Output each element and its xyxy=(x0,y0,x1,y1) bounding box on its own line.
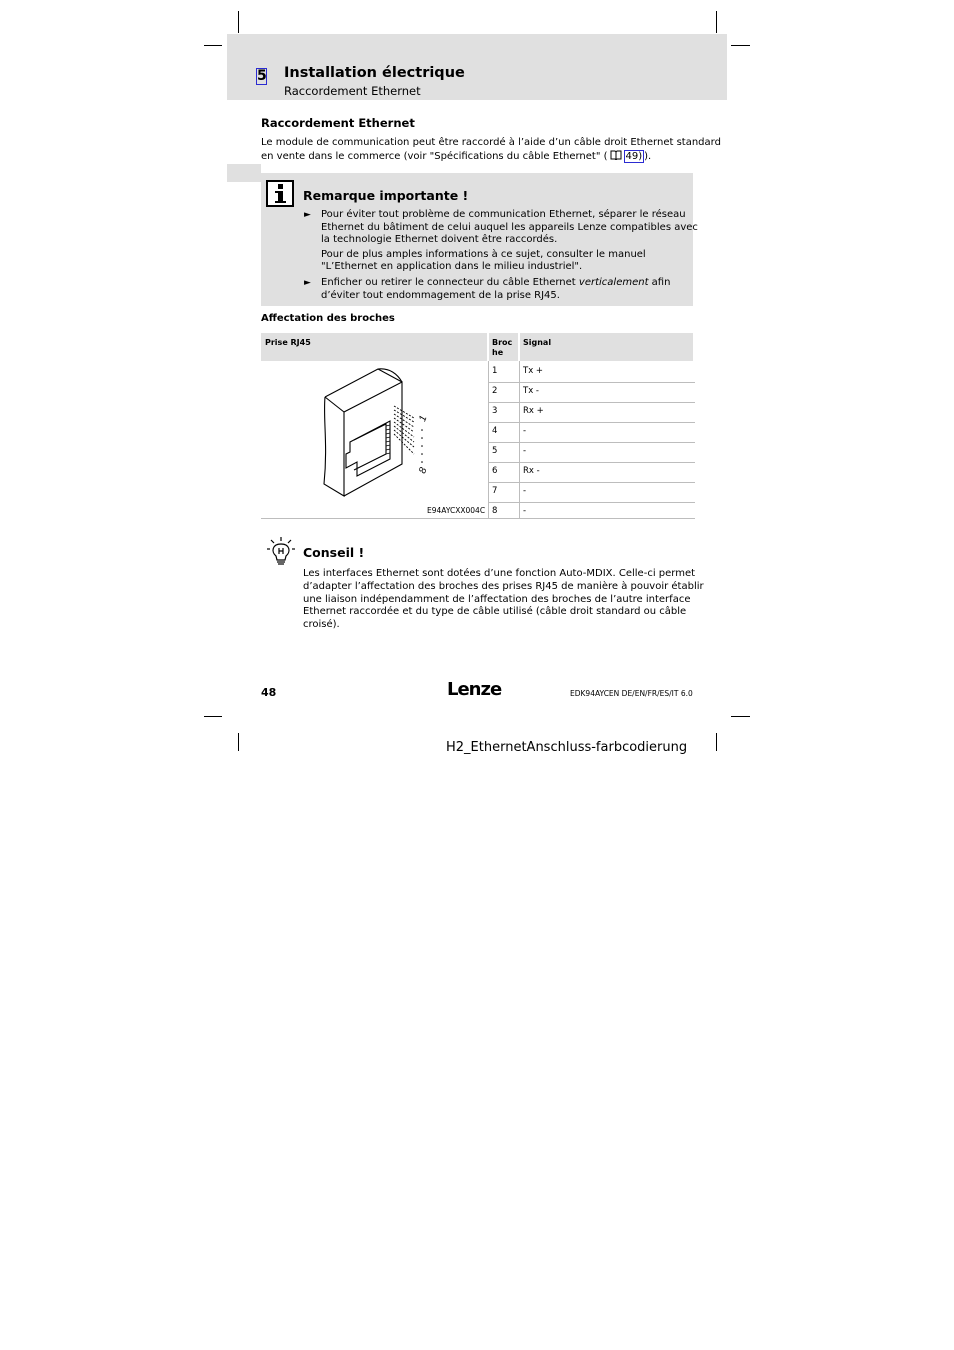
table-row-pin: 6 xyxy=(492,466,498,476)
bullet-arrow-icon: ► xyxy=(304,278,311,288)
crop-mark xyxy=(731,716,750,717)
chapter-title: Installation électrique xyxy=(284,65,465,81)
intro-end: ). xyxy=(644,150,652,162)
crop-mark xyxy=(204,716,222,717)
file-label: H2_EthernetAnschluss-farbcodierung xyxy=(446,740,688,755)
col-header-jack xyxy=(261,333,487,361)
intro-text: en vente dans le commerce (voir "Spécifications du câble Ethernet" ( xyxy=(261,150,608,162)
row-divider xyxy=(489,422,695,423)
note-line xyxy=(321,277,670,290)
pin-table-title: Affectation des broches xyxy=(261,313,395,324)
tip-paragraph xyxy=(303,568,704,632)
rj45-jack-drawing xyxy=(318,364,436,500)
tip-line: croisé). xyxy=(303,619,340,631)
table-row-pin: 5 xyxy=(492,446,498,456)
note-title: Remarque importante ! xyxy=(303,188,469,203)
table-row-signal: - xyxy=(523,426,527,436)
table-row-signal: Tx + xyxy=(523,366,544,376)
document-code: EDK94AYCEN DE/EN/FR/ES/IT 6.0 xyxy=(570,689,693,698)
tip-line: Les interfaces Ethernet sont dotées d’une fonction Auto-MDIX. Celle-ci permet xyxy=(303,568,696,579)
table-row-pin: 4 xyxy=(492,426,498,436)
table-column-divider xyxy=(488,361,489,518)
note-line: "L’Ethernet en application dans le milieu industriel". xyxy=(321,261,583,273)
pin-label: 8 xyxy=(417,466,430,476)
tip-title: Conseil ! xyxy=(303,545,365,560)
side-tab xyxy=(227,164,261,182)
table-column-divider xyxy=(519,361,520,518)
table-row-pin: 1 xyxy=(492,366,498,376)
note-line: Pour éviter tout problème de communication Ethernet, séparer le réseau xyxy=(321,209,686,220)
col-header-label: Broc xyxy=(492,338,513,347)
note-text-part: afin xyxy=(648,277,671,288)
note-bullet-1 xyxy=(321,209,698,274)
lightbulb-icon xyxy=(266,536,296,566)
table-row-pin: 8 xyxy=(492,506,498,516)
info-icon xyxy=(266,180,294,207)
pin-label: 1 xyxy=(417,414,430,424)
crop-mark xyxy=(716,11,717,33)
table-row-signal: - xyxy=(523,446,527,456)
figure-code: E94AYCXX004C xyxy=(427,506,486,515)
tip-line: une liaison indépendamment de l’affectation des broches de l’autre interface xyxy=(303,593,691,605)
col-header-label: Prise RJ45 xyxy=(265,338,311,347)
chapter-number[interactable]: 5 xyxy=(257,68,267,84)
intro-line xyxy=(261,150,701,164)
col-header-pin xyxy=(489,333,518,361)
tip-line: Ethernet raccordée et du type de câble utilisé (câble droit standard ou câble xyxy=(303,606,687,618)
table-row-pin: 2 xyxy=(492,386,498,396)
section-title: Raccordement Ethernet xyxy=(261,116,415,130)
note-line: la technologie Ethernet doivent être raccordés. xyxy=(321,234,558,246)
crop-mark xyxy=(204,45,222,46)
row-divider xyxy=(489,402,695,403)
table-row-signal: - xyxy=(523,506,527,516)
crop-mark xyxy=(716,733,717,751)
col-header-label: Signal xyxy=(523,338,552,347)
note-line: Ethernet du bâtiment de celui auquel les appareils Lenze compatibles avec xyxy=(321,221,698,233)
note-text-part: Enficher ou retirer le connecteur du câble Ethernet xyxy=(321,277,579,288)
row-divider xyxy=(489,502,695,503)
note-line: Pour de plus amples informations à ce sujet, consulter le manuel xyxy=(321,248,646,260)
table-row-signal: - xyxy=(523,486,527,496)
crop-mark xyxy=(731,45,750,46)
table-row-pin: 7 xyxy=(492,486,498,496)
tip-line: d’adapter l’affectation des broches des prises RJ45 de manière à pouvoir établir xyxy=(303,580,704,592)
page-reference-link[interactable]: 49) xyxy=(625,150,643,162)
row-divider xyxy=(489,382,695,383)
brand-logo: Lenze xyxy=(447,679,502,700)
col-header-signal xyxy=(520,333,693,361)
note-emphasis: verticalement xyxy=(578,277,649,288)
bullet-arrow-icon: ► xyxy=(304,210,311,220)
page-number: 48 xyxy=(261,686,277,699)
table-row-signal: Rx - xyxy=(523,466,540,476)
intro-line: Le module de communication peut être raccordé à l’aide d’un câble droit Ethernet standard xyxy=(261,137,721,148)
note-line: d’éviter tout endommagement de la prise RJ45. xyxy=(321,289,560,301)
table-row-pin: 3 xyxy=(492,406,498,416)
crop-mark xyxy=(238,733,239,751)
table-row-signal: Tx - xyxy=(523,386,539,396)
note-bullet-2 xyxy=(321,277,670,302)
book-icon xyxy=(610,150,622,160)
row-divider xyxy=(489,482,695,483)
table-bottom-rule xyxy=(261,518,695,519)
table-row-signal: Rx + xyxy=(523,406,544,416)
col-header-label: he xyxy=(492,348,504,357)
intro-paragraph xyxy=(261,137,721,163)
crop-mark xyxy=(238,11,239,33)
row-divider xyxy=(489,462,695,463)
chapter-subtitle: Raccordement Ethernet xyxy=(284,84,421,98)
row-divider xyxy=(489,442,695,443)
